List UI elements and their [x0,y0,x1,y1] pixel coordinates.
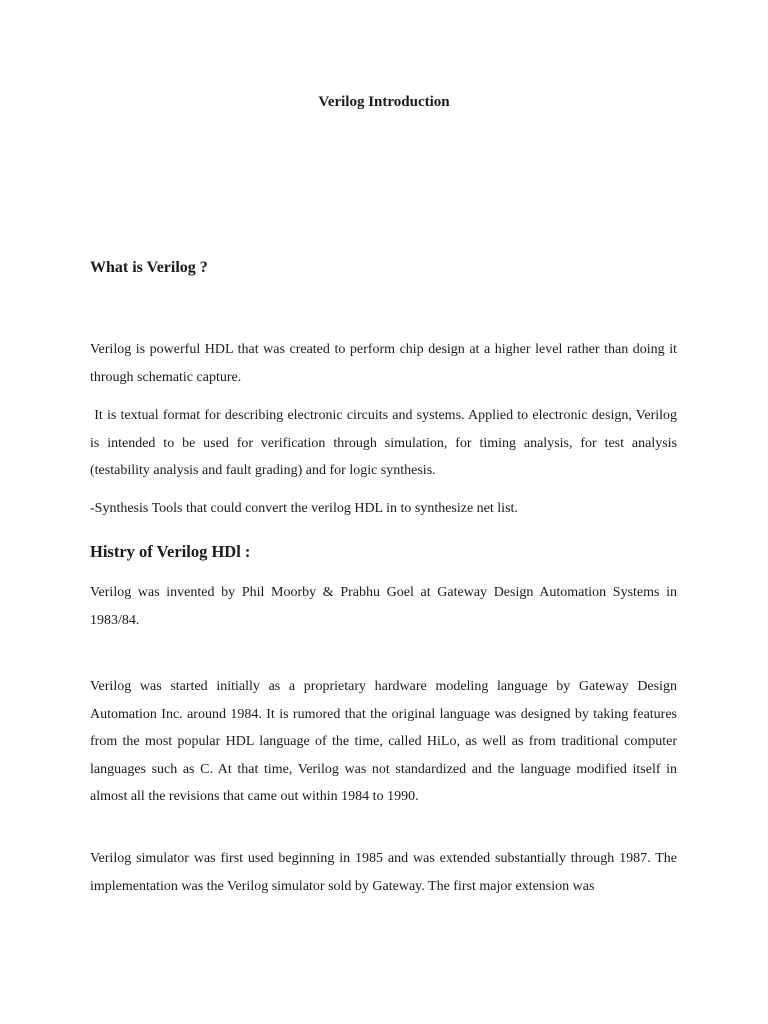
paragraph: -Synthesis Tools that could convert the verilog HDL in to synthesize net list. [90,501,518,516]
page-title: Verilog Introduction [318,94,450,110]
paragraph: Verilog was invented by Phil Moorby & Prabhu Goel at Gateway Design Automation Systems in 1983/84. [90,585,677,628]
paragraph: Verilog simulator was first used beginning in 1985 and was extended substantially through 1987. The implementation was the Verilog simulator sold by Gateway. The first major extension was [90,851,677,894]
paragraph: It is textual format for describing electronic circuits and systems. Applied to electronic design, Verilog is intended to be used for verification through simulation, for timing analysis, for test analysis (testability analysis and fault grading) and for logic synthesis. [90,408,681,478]
section-heading-what-is-verilog: What is Verilog ? [90,259,208,276]
section-heading-history: Histry of Verilog HDl : [90,542,251,561]
paragraph: Verilog was started initially as a proprietary hardware modeling language by Gateway Design Automation Inc. around 1984. It is rumored that the original language was designed by taking features from the most popular HDL language of the time, called HiLo, as well as from traditional computer languages such as C. At that time, Verilog was not standardized and the language modified itself in almost all the revisions that came out within 1984 to 1990. [90,679,677,804]
paragraph: Verilog is powerful HDL that was created to perform chip design at a higher level rather than doing it through schematic capture. [90,342,677,385]
